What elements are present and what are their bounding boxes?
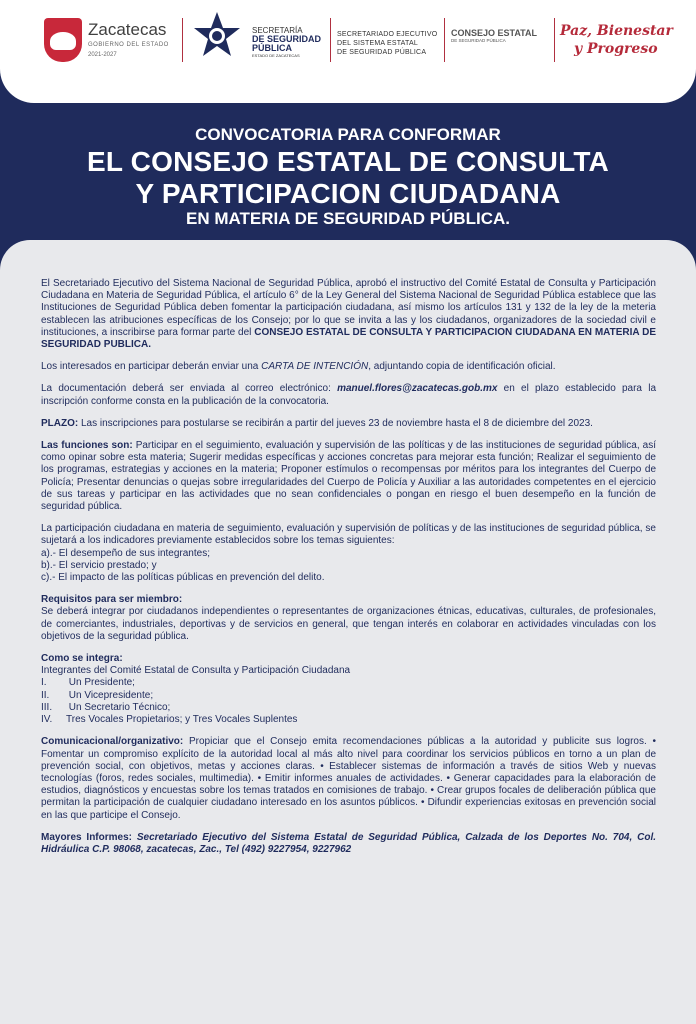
paz-line2: y Progreso: [574, 41, 658, 57]
carta-text2: , adjuntando copia de identificación oficial.: [368, 361, 556, 373]
header-divider: [444, 18, 445, 62]
header-divider: [330, 18, 331, 62]
carta-intencion: CARTA DE INTENCIÓN: [261, 361, 369, 373]
correo-paragraph: [41, 383, 656, 407]
requisitos-title: Requisitos para ser miembro:: [41, 594, 183, 606]
convocatoria-title: [0, 118, 696, 229]
mayores-informes-text: Secretariado Ejecutivo del Sistema Estatal de Seguridad Pública, Calzada de los Deportes No. 704, Col. Hidráulica C.P. 98068, zacatecas, Zac., Tel (492) 9227954, 9227962: [41, 831, 656, 855]
title-line2: EL CONSEJO ESTATAL DE CONSULTA: [87, 146, 609, 177]
list-item: b).- El servicio prestado; y: [41, 559, 157, 571]
integra-paragraph: [41, 653, 656, 726]
list-item: IV. Tres Vocales Propietarios; y Tres Vocales Suplentes: [41, 714, 298, 726]
sec-line1: SECRETARÍA: [252, 26, 303, 35]
list-item: III. Un Secretario Técnico;: [41, 701, 171, 713]
intro-consejo: CONSEJO ESTATAL DE CONSULTA Y PARTICIPACION CIUDADANA EN MATERIA DE SEGURIDAD PUBLICA.: [41, 326, 656, 351]
carta-paragraph: [41, 361, 656, 373]
secretaria-seguridad-logo: [252, 26, 321, 58]
comunicacional-text: Propiciar que el Consejo emita recomendaciones públicas a la autoridad y publicite sus logros. • Fomentar un compromiso explícito de la autoridad local al más alto nivel para coordinar los servicios públicos en torno a un plan de prevención social, con objetivos, metas y acciones claras. • Establecer sistemas de información a través de sitios Web y nuevas tecnologías (foros, redes sociales, multimedia). • Emitir informes anuales de actividades. • Generar capacidades para la elaboración de estudios, diagnósticos y encuestas sobre los temas tratados en comisiones de trabajo. • Crear grupos focales de deliberación pública que permitan la participación de cualquier ciudadano interesado en los asuntos públicos. • Difundir experiencias exitosas en prevención social en las que participe el Consejo.: [41, 736, 656, 821]
sec-line4: ESTADO DE ZACATECAS: [252, 53, 300, 58]
consejo-estatal-logo: [451, 28, 537, 43]
plazo-paragraph: [41, 418, 656, 430]
email-link[interactable]: manuel.flores@zacatecas.gob.mx: [337, 383, 498, 395]
zacatecas-shield-icon: [44, 18, 82, 62]
requisitos-text: Se deberá integrar por ciudadanos independientes o representantes de organizaciones étnicas, educativas, culturales, de profesionales, de comerciantes, industriales, deportivas y de servicios en general, que tengan interés en colaborar en actividades vinculadas con los objetivos de la seguridad pública.: [41, 606, 656, 642]
mayores-informes-title: Mayores Informes:: [41, 831, 132, 843]
police-star-icon: [190, 10, 244, 64]
ces-name: CONSEJO ESTATAL: [451, 28, 538, 38]
funciones-label: Las funciones son:: [41, 440, 133, 452]
integra-text: Integrantes del Comité Estatal de Consulta y Participación Ciudadana: [41, 665, 351, 677]
title-line3: Y PARTICIPACION CIUDADANA: [135, 178, 561, 209]
list-item: II. Un Vicepresidente;: [41, 689, 154, 701]
requisitos-paragraph: [41, 594, 656, 643]
correo-text2: en el plazo establecido para la inscripción conforme consta en la publicación de la convocatoria.: [41, 383, 657, 407]
indicadores-paragraph: [41, 523, 656, 584]
comunicacional-paragraph: [41, 736, 656, 821]
intro-paragraph: [41, 278, 656, 351]
sesp-line1: SECRETARIADO EJECUTIVO: [337, 31, 438, 38]
list-item: c).- El impacto de las políticas públicas en prevención del delito.: [41, 572, 325, 584]
document-panel: [0, 240, 696, 1024]
funciones-text: Participar en el seguimiento, evaluación y supervisión de las políticas y de las instituciones de seguridad pública, así como opinar sobre esta materia; Sugerir medidas específicas y acciones concretas para mejorar esta función; Realizar el seguimiento de los programas, estrategias y acciones en la materia; Proponer estímulos o recompensas por méritos para los integrantes del Cuerpo de Policía; Presentar denuncias o quejas sobre irregularidades del Cuerpo de Policía y Auxiliar a las autoridades competentes en el ejercicio de sus tareas y participar en las actividades que no sean confidenciales o pongan en riesgo el buen desempeño en la función de seguridad pública.: [41, 440, 657, 513]
indicadores-text: La participación ciudadana en materia de seguimiento, evaluación y supervisión de políticas y de las instituciones de seguridad pública, se sujetará a los indicadores previamente establecidos sobre los temas siguientes:: [41, 523, 656, 547]
header-bar: [0, 0, 696, 103]
gob-name: Zacatecas: [88, 20, 167, 39]
sesp-line2: DEL SISTEMA ESTATAL: [337, 40, 418, 47]
comunicacional-title: Comunicacional/organizativo:: [41, 736, 184, 748]
sec-line2: DE SEGURIDAD: [252, 34, 322, 44]
list-item: I. Un Presidente;: [41, 677, 135, 689]
plazo-label: PLAZO:: [41, 417, 79, 429]
paz-bienestar-logo: [560, 22, 673, 58]
funciones-paragraph: [41, 440, 656, 513]
integra-title: Como se integra:: [41, 653, 123, 665]
ces-sub: DE SEGURIDAD PÚBLICA: [451, 38, 506, 43]
sesp-line3: DE SEGURIDAD PÚBLICA: [337, 49, 427, 56]
title-line1: CONVOCATORIA PARA CONFORMAR: [195, 125, 501, 144]
mayores-informes-paragraph: [41, 832, 656, 856]
header-divider: [554, 18, 555, 62]
sec-line3: PÚBLICA: [252, 43, 292, 53]
paz-line1: Paz, Bienestar: [560, 23, 673, 39]
document-body: [41, 278, 656, 866]
gob-sub2: 2021-2027: [88, 52, 117, 58]
list-item: a).- El desempeño de sus integrantes;: [41, 547, 210, 559]
correo-text: La documentación deberá ser enviada al correo electrónico:: [41, 383, 338, 395]
title-line4: EN MATERIA DE SEGURIDAD PÚBLICA.: [186, 209, 510, 228]
gob-sub1: GOBIERNO DEL ESTADO: [88, 42, 169, 48]
intro-text: El Secretariado Ejecutivo del Sistema Nacional de Seguridad Pública, aprobó el instructivo del Comité Estatal de Consulta y Participación Ciudadana en Materia de Seguridad Pública, el artículo 6° de la Ley General del Sistema Nacional de Seguridad Pública establece que las Instituciones de Seguridad Pública deben fomentar la participación ciudadana, así mismo los artículos 131 y 132 de la ley de la meteria establecen las atribuciones específicas de los Consejo; por lo que se invita a las y los ciudadanos, organizadores de la sociedad civil e instituciones, a inscribirse para formar parte del: [41, 278, 656, 338]
carta-text: Los interesados en participar deberán enviar una: [41, 361, 262, 373]
gobierno-zacatecas-logo: [44, 14, 184, 70]
plazo-text: Las inscripciones para postularse se recibirán a partir del jueves 23 de noviembre hasta el 8 de diciembre del 2023.: [78, 417, 593, 429]
header-divider: [182, 18, 183, 62]
secretariado-ejecutivo-logo: [337, 30, 437, 57]
